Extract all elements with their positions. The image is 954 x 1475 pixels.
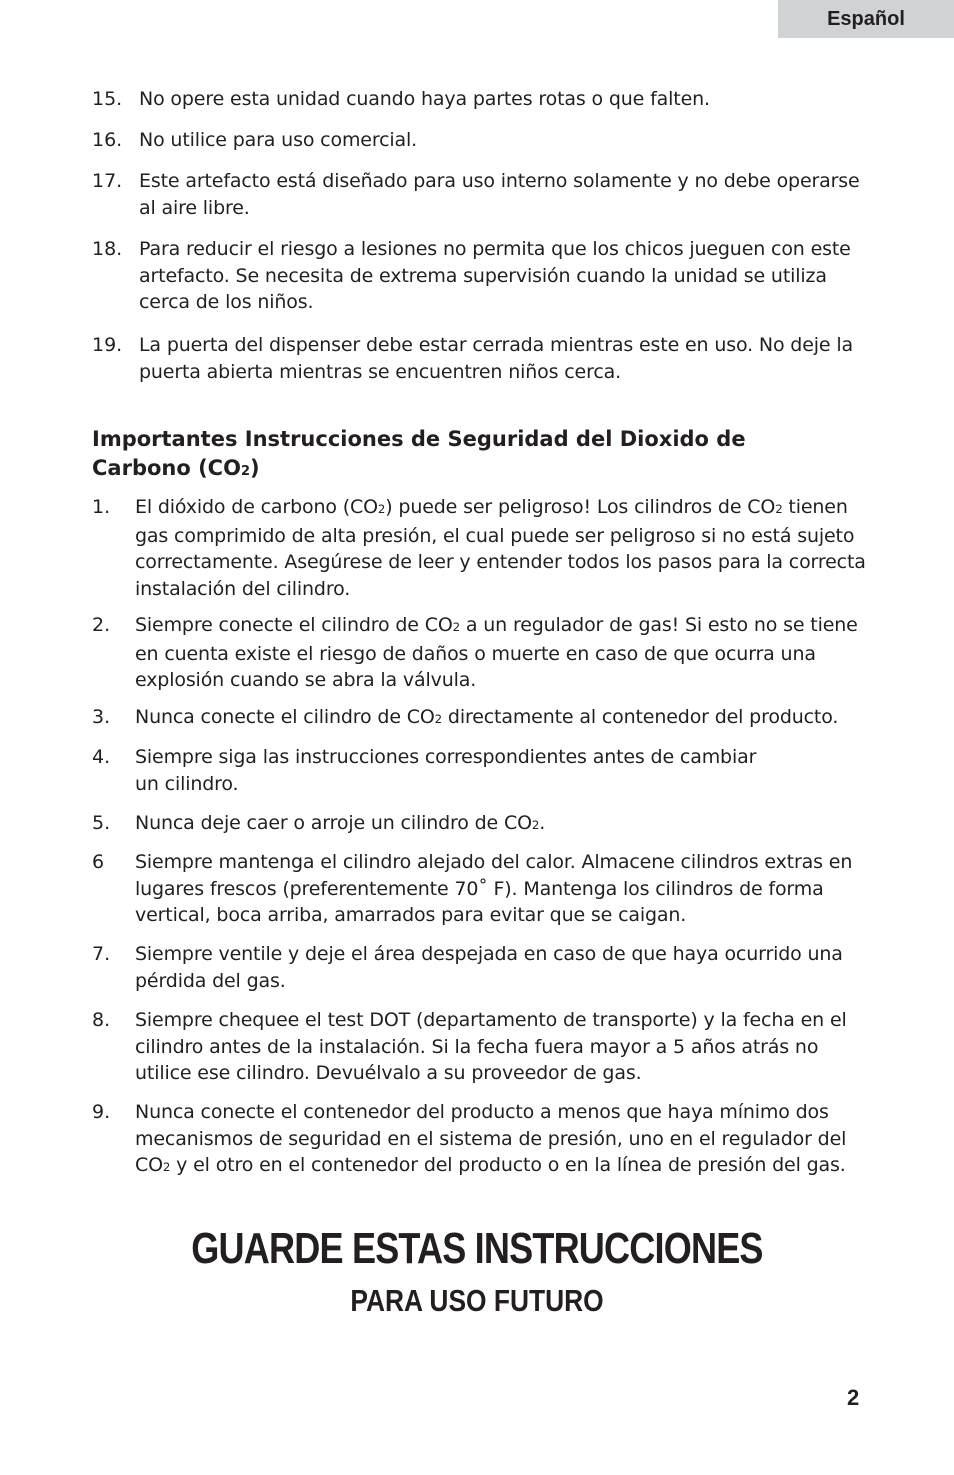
item-number: 3. xyxy=(92,706,111,728)
item-text: Siempre mantenga el cilindro alejado del calor. Almacene cilindros extras en lugares frescos (preferentemente 70˚ F). Mantenga los cilindros de forma vertical, boca arriba, amarrados para evitar que se caigan. xyxy=(135,851,853,926)
item-text: El dióxido de carbono (CO2) puede ser peligroso! Los cilindros de CO2 tienen gas comprimido de alta presión, el cual puede ser peligroso si no está sujeto correctamente. Asegúrese de leer y entender todos los pasos para la correcta instalación del cilindro. xyxy=(135,496,866,600)
co2-section-heading xyxy=(92,425,812,486)
item-text: Nunca conecte el cilindro de CO2 directamente al contenedor del producto. xyxy=(135,706,839,728)
item-number: 1. xyxy=(92,496,111,518)
item-number: 7. xyxy=(92,943,111,965)
language-tab: Español xyxy=(778,0,954,38)
page-number: 2 xyxy=(847,1385,860,1410)
item-number: 8. xyxy=(92,1009,111,1031)
heading-text: Importantes Instrucciones de Seguridad del Dioxido de Carbono (CO xyxy=(92,427,746,480)
item-number: 5. xyxy=(92,812,111,834)
save-instructions-title: GUARDE ESTAS INSTRUCCIONES xyxy=(191,1224,763,1273)
item-text: Para reducir el riesgo a lesiones no permita que los chicos jueguen con este artefacto. Se necesita de extrema supervisión cuando la unidad se utiliza cerca de los niños. xyxy=(139,238,851,313)
item-text: Nunca conecte el contenedor del producto a menos que haya mínimo dos mecanismos de seguridad en el sistema de presión, uno en el regulador del CO2 y el otro en el contenedor del producto o en la línea de presión del gas. xyxy=(135,1101,847,1176)
item-text: Siempre chequee el test DOT (departamento de transporte) y la fecha en el cilindro antes de la instalación. Si la fecha fuera mayor a 5 años atrás no utilice ese cilindro. Devuélvalo a su proveedor de gas. xyxy=(135,1009,847,1084)
item-number: 19. xyxy=(92,334,123,356)
item-number: 15. xyxy=(92,88,123,110)
heading-subscript: 2 xyxy=(240,464,251,479)
item-number: 16. xyxy=(92,129,123,151)
item-number: 18. xyxy=(92,238,123,260)
item-text: No opere esta unidad cuando haya partes rotas o que falten. xyxy=(139,88,710,110)
heading-text-end: ) xyxy=(250,456,260,480)
item-number: 9. xyxy=(92,1101,111,1123)
item-number: 17. xyxy=(92,170,123,192)
item-text: La puerta del dispenser debe estar cerrada mientras este en uso. No deje la puerta abierta mientras se encuentren niños cerca. xyxy=(139,334,853,383)
item-text: Este artefacto está diseñado para uso interno solamente y no debe operarse al aire libre. xyxy=(139,170,860,219)
item-text: Siempre ventile y deje el área despejada en caso de que haya ocurrido una pérdida del gas. xyxy=(135,943,843,992)
item-number: 6 xyxy=(92,851,105,873)
item-text: Nunca deje caer o arroje un cilindro de CO2. xyxy=(135,812,546,834)
item-text: Siempre siga las instrucciones correspondientes antes de cambiar un cilindro. xyxy=(135,746,757,795)
item-text: No utilice para uso comercial. xyxy=(139,129,418,151)
future-use-subtitle: PARA USO FUTURO xyxy=(350,1283,604,1318)
item-number: 2. xyxy=(92,614,111,636)
item-number: 4. xyxy=(92,746,111,768)
item-text: Siempre conecte el cilindro de CO2 a un regulador de gas! Si esto no se tiene en cuenta existe el riesgo de daños o muerte en caso de que ocurra una explosión cuando se abra la válvula. xyxy=(135,614,858,691)
